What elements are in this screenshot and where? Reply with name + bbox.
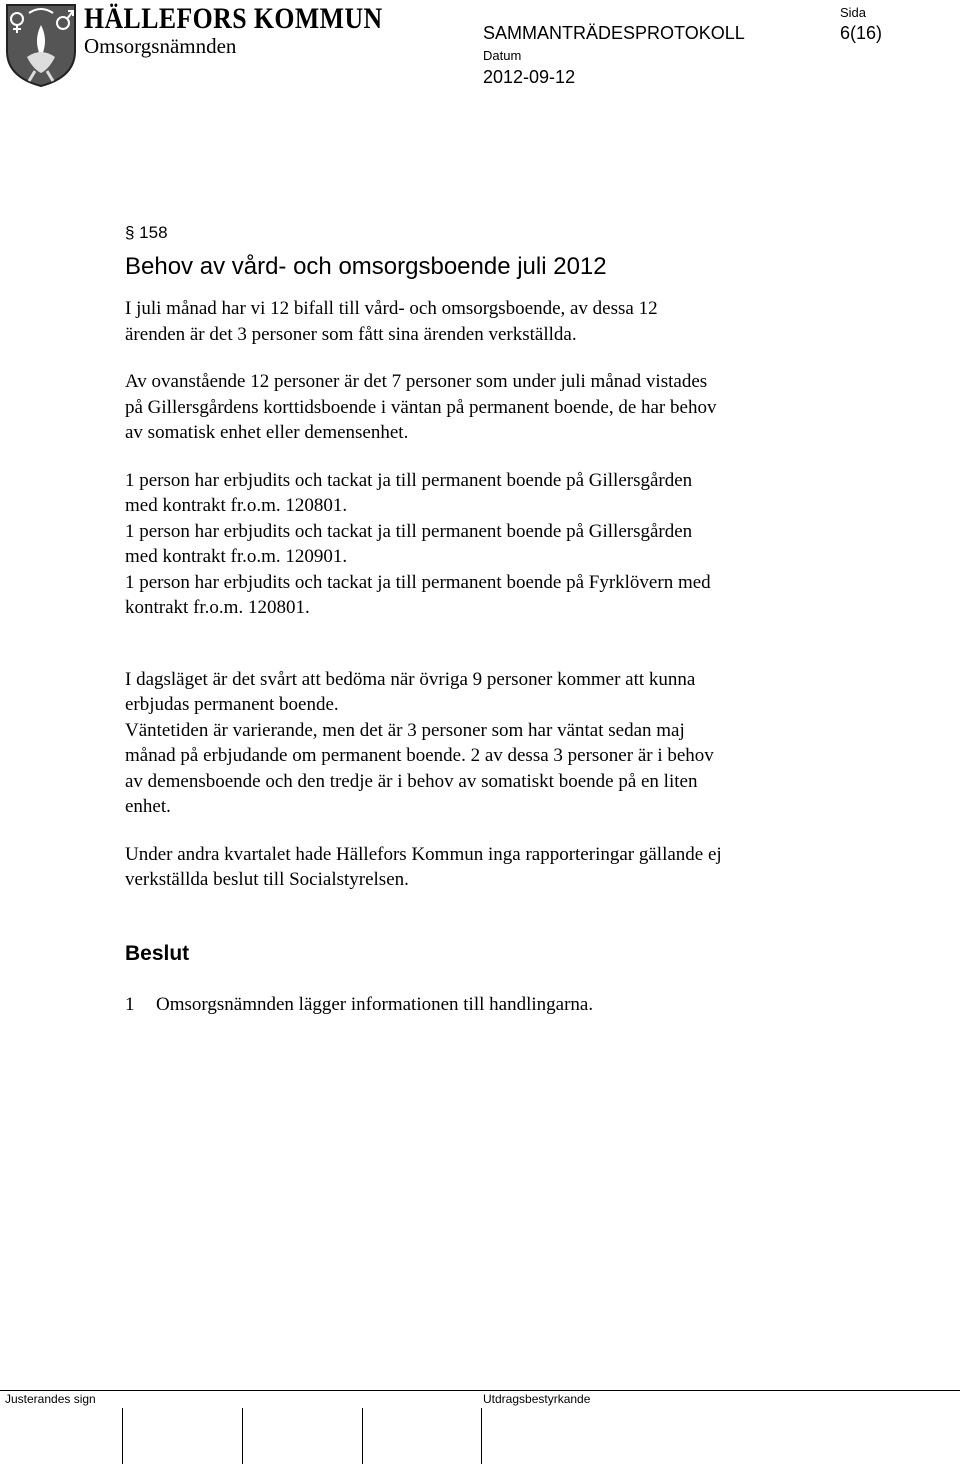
signature-box-divider	[362, 1408, 363, 1464]
signature-box-divider	[481, 1408, 482, 1464]
decision-text: Omsorgsnämnden lägger informationen till handlingarna.	[156, 993, 594, 1015]
section-title: Behov av vård- och omsorgsboende juli 2012	[125, 253, 607, 280]
decision-item	[125, 992, 825, 1017]
paragraph-line: erbjudas permanent boende.	[125, 694, 339, 715]
signature-box-divider	[122, 1408, 123, 1464]
paragraph	[125, 842, 825, 893]
protocol-body	[125, 222, 825, 1017]
signature-box-divider	[242, 1408, 243, 1464]
paragraph-line: Under andra kvartalet hade Hällefors Kommun inga rapporteringar gällande ej	[125, 843, 722, 865]
paragraph-line: I juli månad har vi 12 bifall till vård- och omsorgsboende, av dessa 12	[125, 298, 658, 319]
decision-heading: Beslut	[125, 941, 190, 965]
paragraph-line: Av ovanstående 12 personer är det 7 personer som under juli månad vistades	[125, 371, 708, 392]
paragraph-line: enhet.	[125, 796, 171, 817]
org-name: HÄLLEFORS KOMMUN	[84, 2, 383, 35]
date-label: Datum	[483, 48, 522, 63]
paragraph	[125, 468, 825, 621]
paragraph-line: med kontrakt fr.o.m. 120901.	[125, 546, 348, 567]
signature-label: Justerandes sign	[5, 1392, 96, 1406]
paragraph	[125, 296, 825, 347]
date-value: 2012-09-12	[483, 67, 576, 87]
paragraph	[125, 369, 825, 446]
page-number: 6(16)	[840, 23, 883, 43]
page-label: Sida	[840, 5, 867, 20]
paragraph-line: Väntetiden är varierande, men det är 3 personer som har väntat sedan maj	[125, 719, 685, 741]
paragraph-line: ärenden är det 3 personer som fått sina ärenden verkställda.	[125, 323, 577, 345]
paragraph-line: kontrakt fr.o.m. 120801.	[125, 597, 310, 618]
paragraph-line: 1 person har erbjudits och tackat ja till permanent boende på Fyrklövern med	[125, 571, 711, 593]
paragraph-line: månad på erbjudande om permanent boende. 2 av dessa 3 personer är i behov	[125, 745, 714, 766]
municipality-coat-of-arms-logo	[5, 3, 77, 88]
document-type: SAMMANTRÄDESPROTOKOLL	[483, 23, 745, 43]
section-number: § 158	[125, 223, 168, 242]
paragraph-line: av demensboende och den tredje är i behov av somatiskt boende på en liten	[125, 770, 698, 792]
paragraph-line: I dagsläget är det svårt att bedöma när övriga 9 personer kommer att kunna	[125, 668, 696, 690]
footer-divider	[0, 1390, 960, 1391]
committee-name: Omsorgsnämnden	[84, 34, 237, 58]
extract-certification-label: Utdragsbestyrkande	[483, 1392, 591, 1406]
paragraph-line: 1 person har erbjudits och tackat ja till permanent boende på Gillersgården	[125, 469, 693, 491]
paragraph-line: verkställda beslut till Socialstyrelsen.	[125, 869, 409, 890]
paragraph-line: med kontrakt fr.o.m. 120801.	[125, 495, 348, 516]
paragraph	[125, 667, 825, 820]
paragraph-line: på Gillersgårdens korttidsboende i väntan på permanent boende, de har behov	[125, 396, 717, 418]
paragraph-line: av somatisk enhet eller demensenhet.	[125, 422, 409, 443]
decision-number: 1	[125, 993, 135, 1015]
paragraph-line: 1 person har erbjudits och tackat ja till permanent boende på Gillersgården	[125, 520, 693, 542]
